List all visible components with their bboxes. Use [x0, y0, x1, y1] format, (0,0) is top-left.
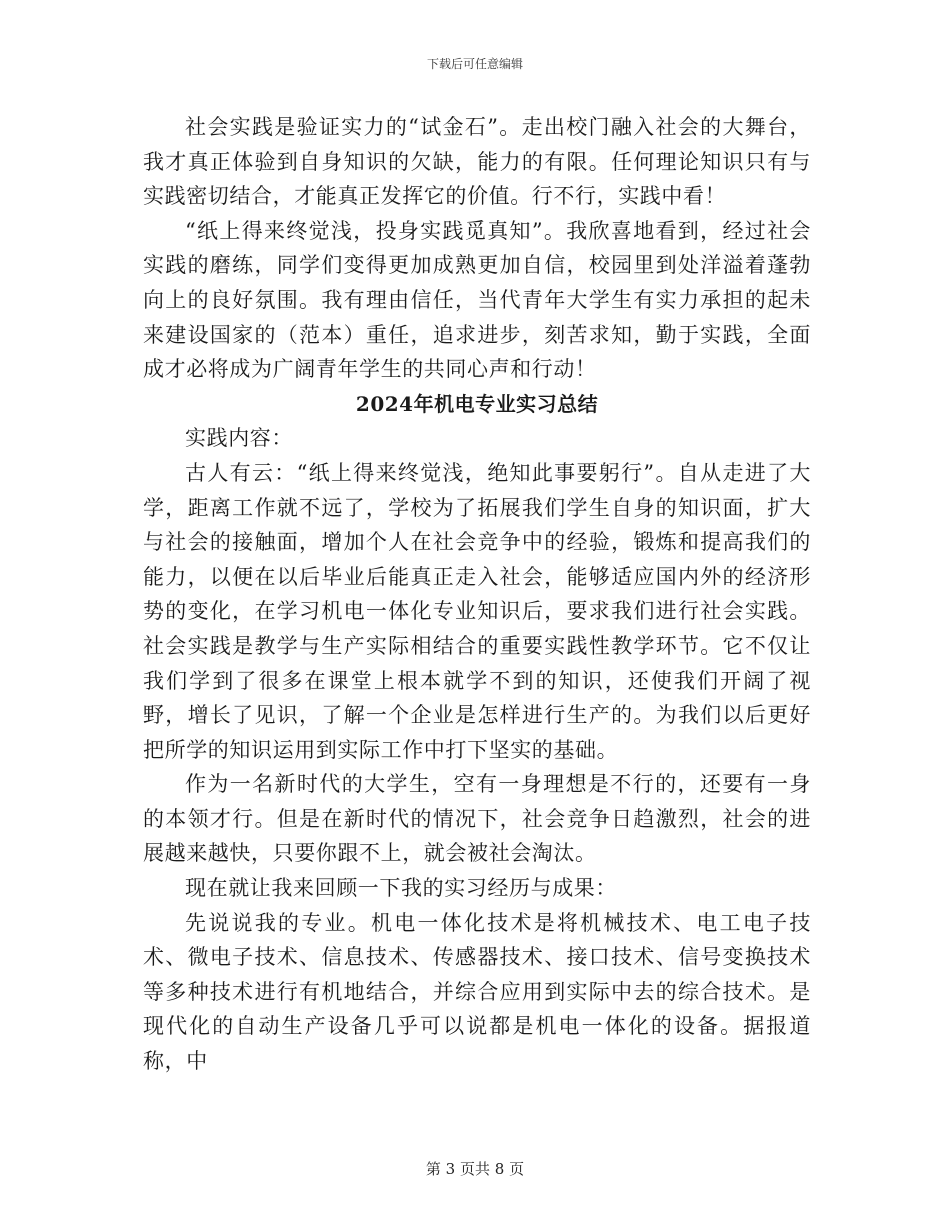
paragraph: 古人有云：“纸上得来终觉浅，绝知此事要躬行”。自从走进了大学，距离工作就不远了，学校为了拓展我们学生自身的知识面，扩大与社会的接触面，增加个人在社会竞争中的经验，锻炼和提高我们的能力，以便在以后毕业后能真正走入社会，能够适应国内外的经济形势的变化，在学习机电一体化专业知识后，要求我们进行社会实践。社会实践是教学与生产实际相结合的重要实践性教学环节。它不仅让我们学到了很多在课堂上根本就学不到的知识，还使我们开阔了视野，增长了见识，了解一个企业是怎样进行生产的。为我们以后更好把所学的知识运用到实际工作中打下坚实的基础。: [143, 460, 811, 762]
paragraph: 实践内容：: [185, 426, 293, 451]
page-footer: 第 3 页共 8 页: [425, 1160, 525, 1178]
paragraph: 社会实践是验证实力的“试金石”。走出校门融入社会的大舞台，我才真正体验到自身知识的欠缺，能力的有限。任何理论知识只有与实践密切结合，才能真正发挥它的价值。行不行，实践中看！: [143, 115, 811, 209]
document-body: [143, 110, 811, 1079]
section-title: 2024年机电专业实习总结: [355, 391, 599, 416]
paragraph: 先说说我的专业。机电一体化技术是将机械技术、电工电子技术、微电子技术、信息技术、传感器技术、接口技术、信号变换技术等多种技术进行有机地结合，并综合应用到实际中去的综合技术。是现代化的自动生产设备几乎可以说都是机电一体化的设备。据报道称，中: [143, 910, 811, 1074]
page-header: 下载后可任意编辑: [426, 57, 523, 71]
paragraph: “纸上得来终觉浅，投身实践觅真知”。我欣喜地看到，经过社会实践的磨练，同学们变得更加成熟更加自信，校园里到处洋溢着蓬勃向上的良好氛围。我有理由信任，当代青年大学生有实力承担的起未来建设国家的（范本）重任，追求进步，刻苦求知，勤于实践，全面成才必将成为广阔青年学生的共同心声和行动！: [143, 218, 811, 382]
paragraph: 现在就让我来回顾一下我的实习经历与成果：: [185, 876, 617, 901]
paragraph: 作为一名新时代的大学生，空有一身理想是不行的，还要有一身的本领才行。但是在新时代的情况下，社会竞争日趋激烈，社会的进展越来越快，只要你跟不上，就会被社会淘汰。: [143, 772, 811, 866]
